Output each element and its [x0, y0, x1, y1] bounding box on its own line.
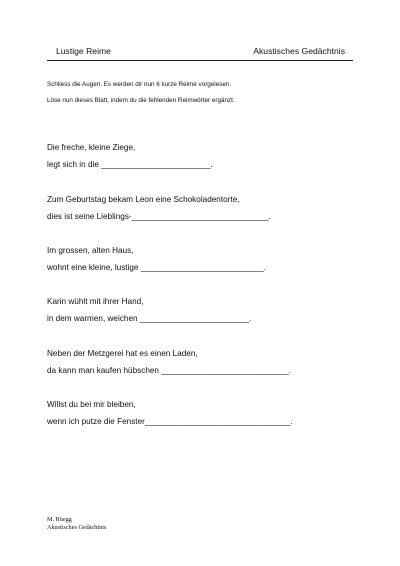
worksheet-category: Akustisches Gedächtnis — [253, 46, 345, 56]
rhyme-4-line-2: in dem warmen, weichen ________________________. — [47, 314, 252, 323]
rhyme-4-line-1: Karin wühlt mit ihrer Hand, — [47, 297, 144, 306]
footer-author: M. Rüegg — [47, 516, 72, 523]
rhyme-2-line-2: dies ist seine Lieblings-______________________________. — [47, 212, 271, 221]
rhyme-1-line-1: Die freche, kleine Ziege, — [47, 143, 136, 152]
rhyme-3-line-2: wohnt eine kleine, lustige ___________________________. — [47, 263, 266, 272]
rhyme-6-line-1: Willst du bei mir bleiben, — [47, 400, 136, 409]
rhyme-1-line-2: legt sich in die ________________________. — [47, 160, 213, 169]
rhyme-5-line-2: da kann man kaufen hübschen ____________________________. — [47, 366, 292, 375]
page-header — [47, 46, 353, 61]
rhyme-3-line-1: Im grossen, alten Haus, — [47, 246, 134, 255]
instruction-line-1: Schliess die Augen. Es werden dir nun 6 kurze Reime vorgelesen. — [47, 81, 232, 88]
rhyme-5-line-1: Neben der Metzgerei hat es einen Laden, — [47, 349, 198, 358]
instruction-line-2: Löse nun dieses Blatt, indem du die fehlenden Reimwörter ergänzt. — [47, 97, 235, 104]
rhyme-2-line-1: Zum Geburtstag bekam Leon eine Schokoladentorte, — [47, 195, 240, 204]
worksheet-title: Lustige Reime — [56, 46, 111, 56]
rhyme-6-line-2: wenn ich putze die Fenster________________________________. — [47, 417, 293, 426]
footer-subject: Akustisches Gedächtnis — [47, 524, 107, 531]
